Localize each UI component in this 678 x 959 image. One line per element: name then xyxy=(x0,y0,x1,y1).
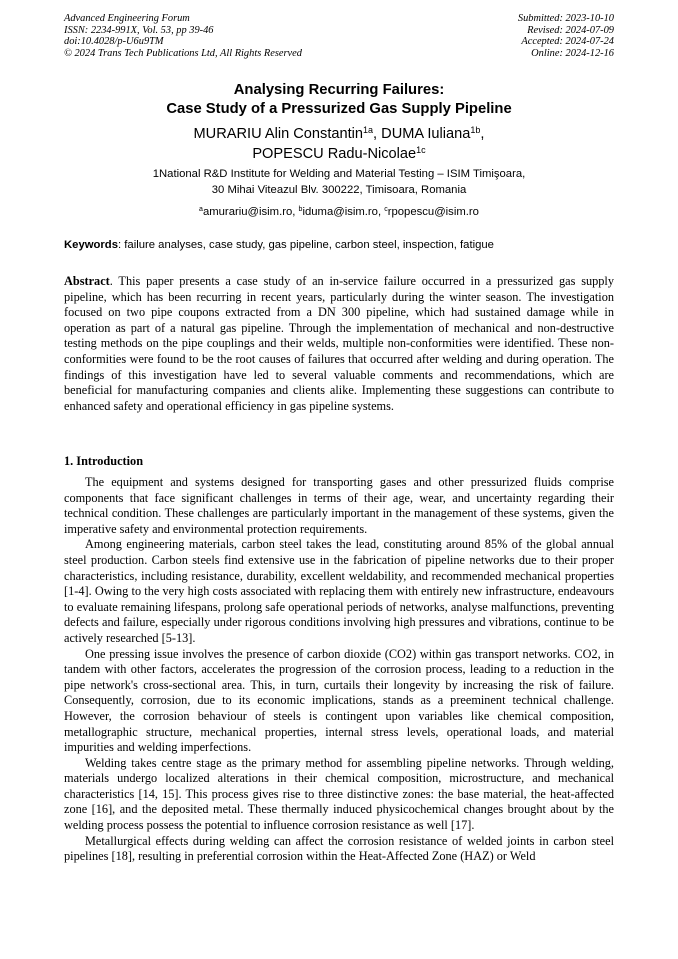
body-paragraph: Among engineering materials, carbon steel takes the lead, constituting around 85% of the global annual steel production. Carbon steels find extensive use in the fabrication of pipeline networks due to their proper characteristics, including resistance, durability, excellent weldability, and recommended mechanical properties [1-4]. Owing to the very high costs associated with replacing them with entirely new infrastructure, endeavours to evaluate remaining lifespans, prolong safe operational periods of networks, analyse malfunctions, preventing defects and failure, especially under rigorous conditions involving high pressures and vibrations, continue to be actively researched [5-13]. xyxy=(64,537,614,645)
keywords xyxy=(64,238,624,252)
body-paragraph: The equipment and systems designed for transporting gases and other pressurized fluids comprise components that face significant challenges in terms of their age, wear, and uncertainty regarding their technical condition. These challenges are particularly important in the management of these systems, given the imperative safety and environmental protection requirements. xyxy=(64,475,614,536)
section-heading-introduction: 1. Introduction xyxy=(64,454,144,468)
email-link[interactable]: rpopescu@isim.ro xyxy=(387,206,479,218)
affiliation-line-2: 30 Mihai Viteazul Blv. 300222, Timisoara, Romania xyxy=(211,184,467,196)
issn-volume: ISSN: 2234-991X, Vol. 53, pp 39-46 xyxy=(64,24,214,36)
authors-line-2 xyxy=(0,144,678,164)
email-link[interactable]: iduma@isim.ro xyxy=(302,206,378,218)
title-line-1: Analysing Recurring Failures: xyxy=(233,82,445,98)
body-paragraph: One pressing issue involves the presence of carbon dioxide (CO2) within gas transport networks. CO2, in tandem with other factors, accelerates the progression of the corrosion process, leading to a reduction in the pipe network's cross-sectional area. This, in turn, curtails their longevity by increasing the risk of failure. Consequently, corrosion, due to its economic implications, stands as a preeminent technical challenge. However, the corrosion behaviour of steels is contingent upon variables like chemical composition, metallographic structure, mechanical properties, internal stress levels, operational loads, and material impurities and welding imperfections. xyxy=(64,646,614,755)
author-name: POPESCU Radu-Nicolae xyxy=(252,146,417,162)
date-accepted: Accepted: 2024-07-24 xyxy=(521,36,614,48)
email-mark: c xyxy=(384,206,388,213)
email-mark: b xyxy=(298,206,303,213)
journal-name: Advanced Engineering Forum xyxy=(64,13,190,24)
author-list xyxy=(0,124,678,164)
abstract-label: Abstract xyxy=(64,274,110,288)
title-line-2: Case Study of a Pressurized Gas Supply Pipeline xyxy=(166,101,512,117)
author-affil-mark: 1c xyxy=(416,145,426,155)
email-mark: a xyxy=(199,206,203,213)
doi: doi:10.4028/p-U6u9TM xyxy=(64,36,164,48)
introduction-body xyxy=(64,475,614,865)
body-paragraph: Welding takes centre stage as the primary method for assembling pipeline networks. Through welding, materials undergo localized alterations in their chemical composition, microstructure, and mechanical characteristics [14, 15]. This process gives rise to three distinctive zones: the base material, the heat-affected zone [16], and the deposited metal. These thermally induced physicochemical changes brought about by the welding process possess the potential to influence corrosion resistance as well [17]. xyxy=(64,755,614,833)
abstract xyxy=(64,274,614,414)
author-name: DUMA Iuliana xyxy=(381,126,471,142)
author-affil-mark: 1b xyxy=(470,125,481,135)
email-link[interactable]: amurariu@isim.ro xyxy=(202,206,293,218)
author-emails: $^a$amurariu@isim.ro, $^b$iduma@isim.ro, $^c$rpopescu@isim.ro xyxy=(199,206,479,218)
affiliation-line-1: 1National R&D Institute for Welding and Material Testing – ISIM Timişoara, xyxy=(152,168,526,180)
authors-line-1: MURARIU Alin Constantin$^{1a}$, DUMA Iuliana$^{1b}$, xyxy=(193,125,485,142)
paper-title xyxy=(0,81,678,119)
abstract-text: . This paper presents a case study of an in-service failure occurred in a pressurized gas supply pipeline, which has been recurring in recent years, particularly during the winter season. The investigation focused on two pipe coupons extracted from a DN 300 pipeline, which had sustained damage while in operation as part of a natural gas pipeline. Through the implementation of mechanical and non-destructive testing methods on the pipe couplings and their welds, multiple non-conformities were identified. These non-conformities were found to be the root causes of failures that occurred after welding and during operation. The findings of this investigation have led to several valuable comments and recommendations, which are beneficial for manufacturing companies and clients alike. Implementing these suggestions can contribute to enhanced safety and operational efficiency in gas pipeline systems. xyxy=(64,274,614,413)
publication-dates xyxy=(518,13,614,59)
author-name: MURARIU Alin Constantin xyxy=(193,126,364,142)
copyright: © 2024 Trans Tech Publications Ltd, All Rights Reserved xyxy=(64,47,302,59)
body-paragraph: Metallurgical effects during welding can affect the corrosion resistance of welded joints in carbon steel pipelines [18], resulting in preferential corrosion within the Heat-Affected Zone (HAZ) or Weld xyxy=(64,833,614,864)
affiliation xyxy=(0,166,678,198)
journal-info xyxy=(64,13,302,59)
date-revised: Revised: 2024-07-09 xyxy=(527,24,614,36)
author-affil-mark: 1a xyxy=(363,125,374,135)
date-submitted: Submitted: 2023-10-10 xyxy=(517,13,614,24)
keywords-text: : failure analyses, case study, gas pipeline, carbon steel, inspection, fatigue xyxy=(118,239,494,251)
date-online: Online: 2024-12-16 xyxy=(531,47,614,59)
keywords-label: Keywords xyxy=(64,239,118,251)
